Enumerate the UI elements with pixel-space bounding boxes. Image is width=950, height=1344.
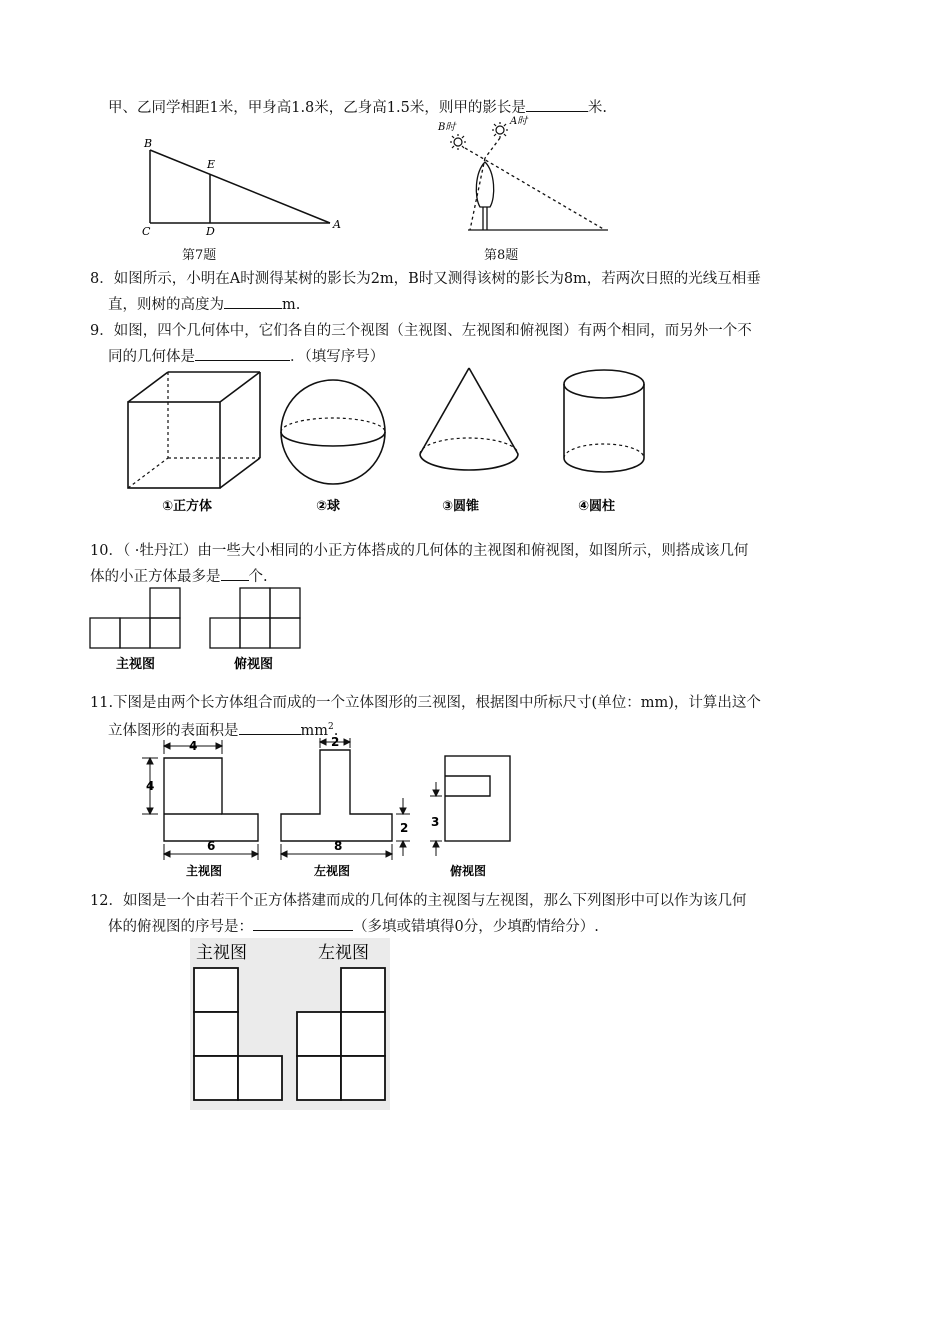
cylinder-shape <box>564 370 644 472</box>
q12-left-label: 左视图 <box>318 943 369 963</box>
q11-dim-front-bottom: 6 <box>207 839 216 853</box>
q11-dim-left-bottom: 8 <box>334 839 343 853</box>
q11-dim-front-top: 4 <box>189 739 198 753</box>
q10-text-after: 个. <box>248 569 268 585</box>
q9-shape-1: ①正方体 <box>162 499 213 514</box>
sun-b-icon <box>450 134 466 150</box>
cube-shape <box>128 372 260 488</box>
q7-label-d: D <box>206 225 215 238</box>
sphere-shape <box>281 380 385 484</box>
q10-line1: 10．（ ·牡丹江）由一些大小相同的小正方体搭成的几何体的主视图和俯视图，如图所示，则搭成该几何 <box>90 543 749 559</box>
q10-text-before: 体的小正方体最多是 <box>90 569 221 585</box>
q9-text-before: 同的几何体是 <box>108 349 195 365</box>
q11-dim-front-side: 4 <box>146 779 155 793</box>
q8-figure <box>430 112 630 237</box>
q11-dim-top-side: 3 <box>431 815 440 829</box>
q11-unit-sup: 2 <box>328 722 334 732</box>
q12-line1: 12．如图是一个由若干个正方体搭建而成的几何体的主视图与左视图，那么下列图形中可以作为该几何 <box>90 893 747 909</box>
q8-text-before: 直，则树的高度为 <box>108 297 224 313</box>
q8-answer-blank[interactable] <box>224 292 282 309</box>
q7-text-after: 米. <box>587 100 607 116</box>
q7-text-before: 甲、乙同学相距1米，甲身高1.8米，乙身高1.5米，则甲的影长是 <box>108 100 526 116</box>
q11-unit: mm <box>300 722 328 739</box>
q10-front-label: 主视图 <box>116 657 156 672</box>
q9-line1: 9．如图，四个几何体中，它们各自的三个视图（主视图、左视图和俯视图）有两个相同，而另外一个不 <box>90 323 752 339</box>
q8-label-a-time: A时 <box>510 116 528 127</box>
q10-answer-blank[interactable] <box>221 564 249 581</box>
q11-figure <box>138 735 528 878</box>
q9-shape-4: ④圆柱 <box>578 499 616 514</box>
q12-answer-blank[interactable] <box>253 914 353 931</box>
q12-text-after: （多填或错填得0分，少填酌情给分）. <box>353 919 599 935</box>
q10-top-label: 俯视图 <box>234 657 274 672</box>
q12-text-before: 体的俯视图的序号是： <box>108 919 253 935</box>
tree-icon <box>476 162 493 230</box>
q11-text-after: . <box>333 722 339 739</box>
q7-caption: 第7题 <box>182 248 217 263</box>
q8-text-after: m. <box>282 297 301 313</box>
q9-figure <box>120 362 680 520</box>
q7-label-b: B <box>144 137 153 150</box>
q7-answer-blank[interactable] <box>526 95 588 112</box>
q10-figure <box>88 588 308 674</box>
q12-front-label: 主视图 <box>196 943 247 963</box>
q8-caption: 第8题 <box>484 248 519 263</box>
q9-answer-blank[interactable] <box>195 344 290 361</box>
q8-line2 <box>108 292 300 316</box>
q8-label-b-time: B时 <box>438 122 456 133</box>
q11-text-before: 立体图形的表面积是 <box>108 722 239 739</box>
q11-line1: 11.下图是由两个长方体组合而成的一个立体图形的三视图，根据图中所标尺寸(单位：mm)，计算出这个 <box>90 695 761 711</box>
q11-view-front: 主视图 <box>186 864 223 878</box>
q7-label-e: E <box>207 158 216 171</box>
q9-shape-3: ③圆锥 <box>442 499 480 514</box>
cone-shape <box>420 368 518 470</box>
q12-figure <box>190 938 390 1110</box>
q11-view-left: 左视图 <box>314 864 351 878</box>
q11-view-top: 俯视图 <box>450 864 487 878</box>
q7-label-a: A <box>333 218 341 231</box>
q9-shape-2: ②球 <box>316 499 341 514</box>
q8-line1: 8．如图所示，小明在A时测得某树的影长为2m，B时又测得该树的影长为8m，若两次日照的光线互相垂 <box>90 271 761 287</box>
q9-text-after: ．（填写序号） <box>290 349 385 365</box>
q10-line2 <box>90 564 268 588</box>
q7-label-c: C <box>142 225 151 238</box>
q11-answer-blank[interactable] <box>239 718 301 735</box>
q11-dim-left-top: 2 <box>331 735 340 749</box>
q11-dim-left-side: 2 <box>400 821 409 835</box>
sun-a-icon <box>492 122 508 138</box>
q7-figure <box>140 135 350 240</box>
q12-line2 <box>108 914 599 938</box>
